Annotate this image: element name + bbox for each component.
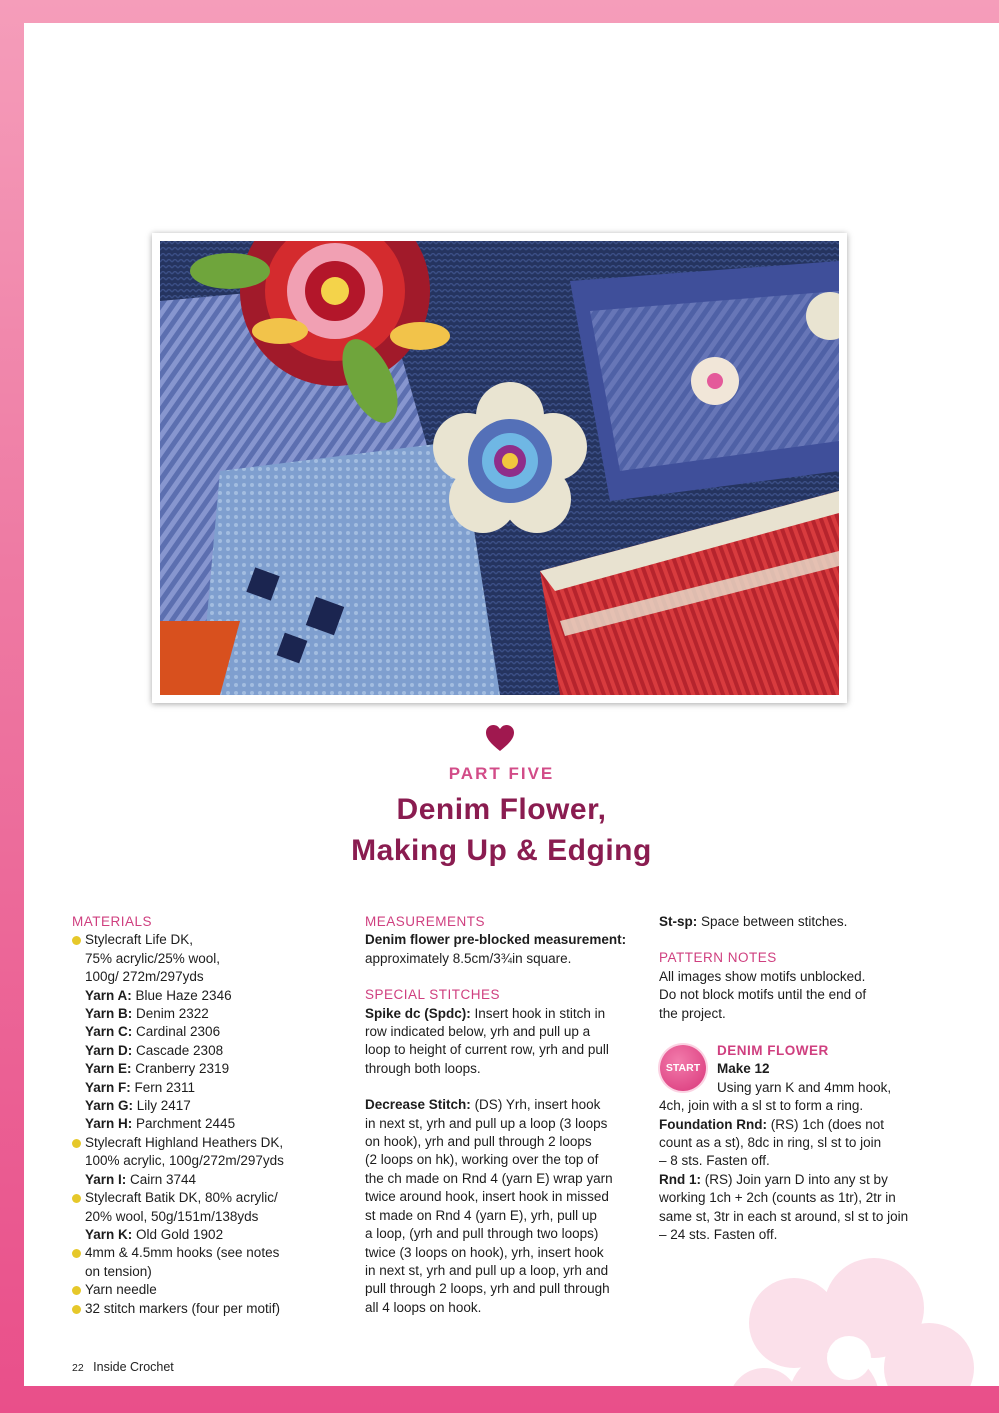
special-stitches-heading: SPECIAL STITCHES bbox=[365, 987, 501, 1003]
page-number: 22 bbox=[72, 1362, 84, 1374]
page-title bbox=[24, 789, 979, 871]
yarn-h: Yarn H: Parchment 2445 bbox=[85, 1116, 236, 1132]
make-count: Make 12 bbox=[717, 1061, 770, 1077]
yarn-list-life bbox=[72, 987, 322, 1134]
crochet-blanket-image bbox=[160, 241, 839, 695]
notes-column bbox=[659, 913, 934, 1023]
materials-column bbox=[72, 913, 322, 1318]
yarn-a: Yarn A: Blue Haze 2346 bbox=[85, 987, 232, 1003]
measurement-label: Denim flower pre-blocked measurement: bbox=[365, 932, 627, 948]
pattern-notes-text: All images show motifs unblocked. Do not block motifs until the end of the project. bbox=[659, 968, 867, 1021]
yarn-g: Yarn G: Lily 2417 bbox=[85, 1098, 191, 1114]
yarn-f: Yarn F: Fern 2311 bbox=[85, 1079, 196, 1095]
yarn-d: Yarn D: Cascade 2308 bbox=[85, 1042, 224, 1058]
materials-item-highland: Stylecraft Highland Heathers DK, 100% acrylic, 100g/272m/297yds bbox=[72, 1134, 322, 1171]
materials-item-hooks: 4mm & 4.5mm hooks (see notes on tension) bbox=[72, 1244, 322, 1281]
page-paper bbox=[24, 23, 999, 1386]
start-badge: START bbox=[660, 1045, 706, 1091]
measurement-value: approximately 8.5cm/3¾in square. bbox=[365, 950, 572, 966]
yarn-i: Yarn I: Cairn 3744 bbox=[85, 1171, 197, 1187]
st-sp-definition: St-sp: Space between stitches. bbox=[659, 914, 848, 929]
measurements-heading: MEASUREMENTS bbox=[365, 914, 486, 929]
pattern-notes-heading: PATTERN NOTES bbox=[659, 950, 777, 966]
title-line-2: Making Up & Edging bbox=[351, 834, 652, 867]
part-label: PART FIVE bbox=[448, 764, 555, 783]
decrease-stitch-definition: Decrease Stitch: (DS) Yrh, insert hook in next st, yrh and pull up a loop (3 loops on hook), yrh and pull through 2 loops (2 loops on hk), working over the top of the ch made on Rnd 4 (yarn E) wrap yarn twice around hook, insert hook in missed st made on Rnd 4 (yarn E), yrh, pull up a loop, (yrh and pull through two loops) twice (3 loops on hook), yrh, insert hook in next st, yrh and pull up a loop, yrh and pull through 2 loops, yrh and pull through all 4 loops on hook. bbox=[365, 1097, 613, 1315]
materials-item-needle: Yarn needle bbox=[72, 1281, 322, 1299]
flower-decoration-icon bbox=[724, 1253, 984, 1386]
yarn-e: Yarn E: Cranberry 2319 bbox=[85, 1061, 230, 1077]
spike-dc-definition: Spike dc (Spdc): Insert hook in stitch in row indicated below, yrh and pull up a loop to height of current row, yrh and pull through both loops. bbox=[365, 1005, 609, 1076]
heart-icon bbox=[485, 724, 515, 752]
page-footer bbox=[72, 1360, 174, 1374]
measurements-column bbox=[365, 913, 645, 1317]
magazine-name: Inside Crochet bbox=[93, 1360, 174, 1374]
yarn-c: Yarn C: Cardinal 2306 bbox=[85, 1024, 221, 1040]
denim-flower-heading: DENIM FLOWER bbox=[717, 1043, 829, 1058]
materials-heading: MATERIALS bbox=[72, 914, 153, 929]
yarn-b: Yarn B: Denim 2322 bbox=[85, 1006, 209, 1022]
crochet-photo bbox=[152, 233, 847, 703]
title-line-1: Denim Flower, bbox=[396, 793, 607, 826]
denim-flower-section: DENIM FLOWER Make 12 Using yarn K and 4mm hook, 4ch, join with a sl st to form a ring. Foundation Rnd: (RS) 1ch (does not count as a st), 8dc in ring, sl st to join – 8 sts. Fasten off. Rnd 1: (RS) Join yarn D into any st by working 1ch + 2ch (counts as 1tr), 2tr in same st, 3tr in each st around, sl st to join – 24 sts. Fasten off. bbox=[659, 1042, 944, 1244]
yarn-k: Yarn K: Old Gold 1902 bbox=[85, 1226, 224, 1242]
materials-item-batik: Stylecraft Batik DK, 80% acrylic/ 20% wool, 50g/151m/138yds bbox=[72, 1189, 322, 1226]
materials-item-life-dk: Stylecraft Life DK, 75% acrylic/25% wool, 100g/ 272m/297yds bbox=[72, 931, 322, 986]
materials-item-markers: 32 stitch markers (four per motif) bbox=[72, 1300, 322, 1318]
